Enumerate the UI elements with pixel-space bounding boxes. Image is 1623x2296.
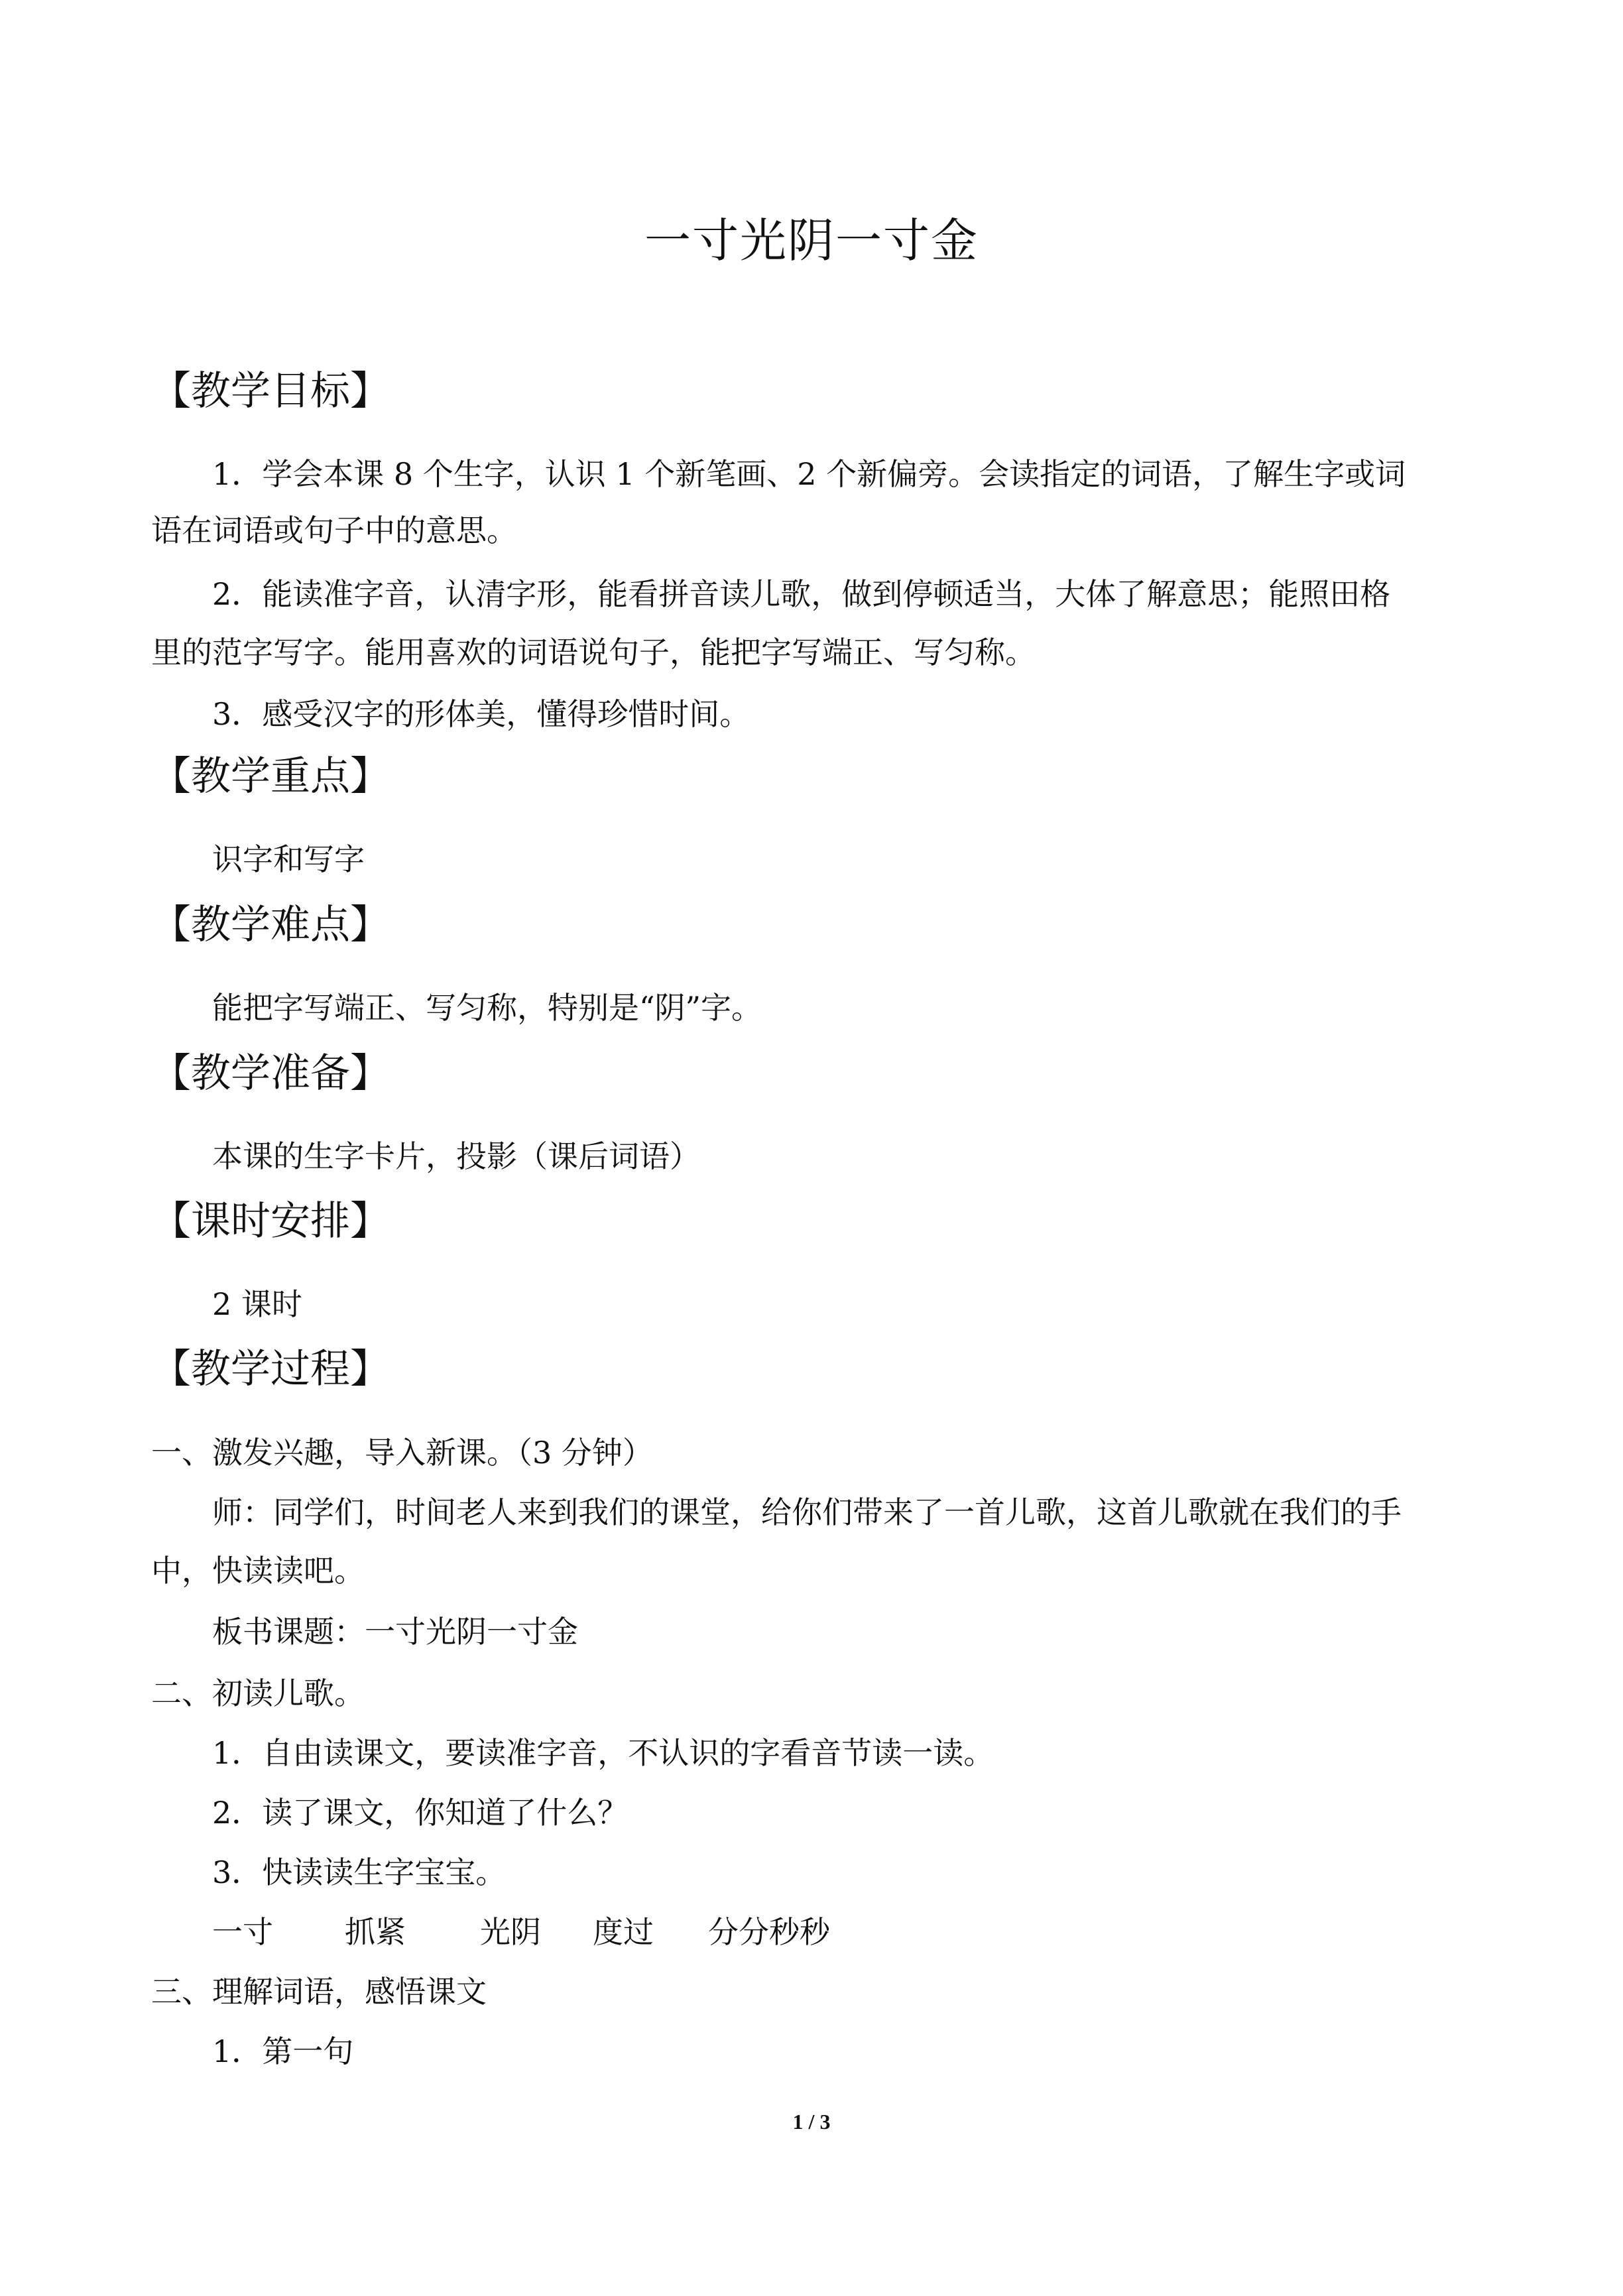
term-item: 度过	[593, 1914, 654, 1950]
process-step-2-item-2: 2．读了课文，你知道了什么？	[212, 1795, 629, 1831]
key-points-text: 识字和写字	[212, 841, 365, 877]
objective-2-line-1: 2．能读准字音，认清字形，能看拼音读儿歌，做到停顿适当，大体了解意思；能照田格	[212, 576, 1391, 612]
process-step-2-item-3: 3．快读读生字宝宝。	[212, 1854, 507, 1890]
heading-schedule: 【课时安排】	[151, 1198, 390, 1244]
process-step-2-item-1: 1．自由读课文，要读准字音，不认识的字看音节读一读。	[212, 1735, 994, 1771]
process-step-1-text-line-2: 中，快读读吧。	[151, 1553, 365, 1589]
heading-process: 【教学过程】	[151, 1346, 390, 1392]
process-step-1: 一、激发兴趣，导入新课。（3 分钟）	[151, 1435, 653, 1471]
term-item: 一寸	[212, 1914, 273, 1950]
term-item: 分分秒秒	[708, 1914, 830, 1950]
heading-difficulties: 【教学难点】	[151, 902, 390, 948]
heading-objectives: 【教学目标】	[151, 368, 390, 414]
preparation-text: 本课的生字卡片，投影（课后词语）	[212, 1138, 700, 1174]
objective-1-line-1: 1．学会本课 8 个生字，认识 1 个新笔画、2 个新偏旁。会读指定的词语，了解生字或词	[212, 456, 1406, 492]
difficulties-text: 能把字写端正、写匀称，特别是“阴”字。	[212, 990, 762, 1026]
process-step-3-item-1: 1．第一句	[212, 2033, 354, 2069]
term-item: 光阴	[480, 1914, 541, 1950]
process-step-2: 二、初读儿歌。	[151, 1675, 365, 1711]
page-number: 1 / 3	[792, 2110, 831, 2134]
process-step-3: 三、理解词语，感悟课文	[151, 1974, 487, 2010]
objective-3: 3．感受汉字的形体美，懂得珍惜时间。	[212, 696, 751, 732]
objective-1-line-2: 语在词语或句子中的意思。	[151, 513, 517, 548]
process-step-1-text-line-1: 师：同学们，时间老人来到我们的课堂，给你们带来了一首儿歌，这首儿歌就在我们的手	[212, 1494, 1402, 1530]
heading-preparation: 【教学准备】	[151, 1050, 390, 1097]
term-item: 抓紧	[345, 1914, 406, 1950]
schedule-text: 2 课时	[212, 1286, 302, 1322]
document-title: 一寸光阴一寸金	[644, 213, 979, 268]
process-step-1-board: 板书课题：一寸光阴一寸金	[212, 1614, 578, 1650]
heading-key-points: 【教学重点】	[151, 753, 390, 800]
objective-2-line-2: 里的范字写字。能用喜欢的词语说句子，能把字写端正、写匀称。	[151, 634, 1036, 670]
